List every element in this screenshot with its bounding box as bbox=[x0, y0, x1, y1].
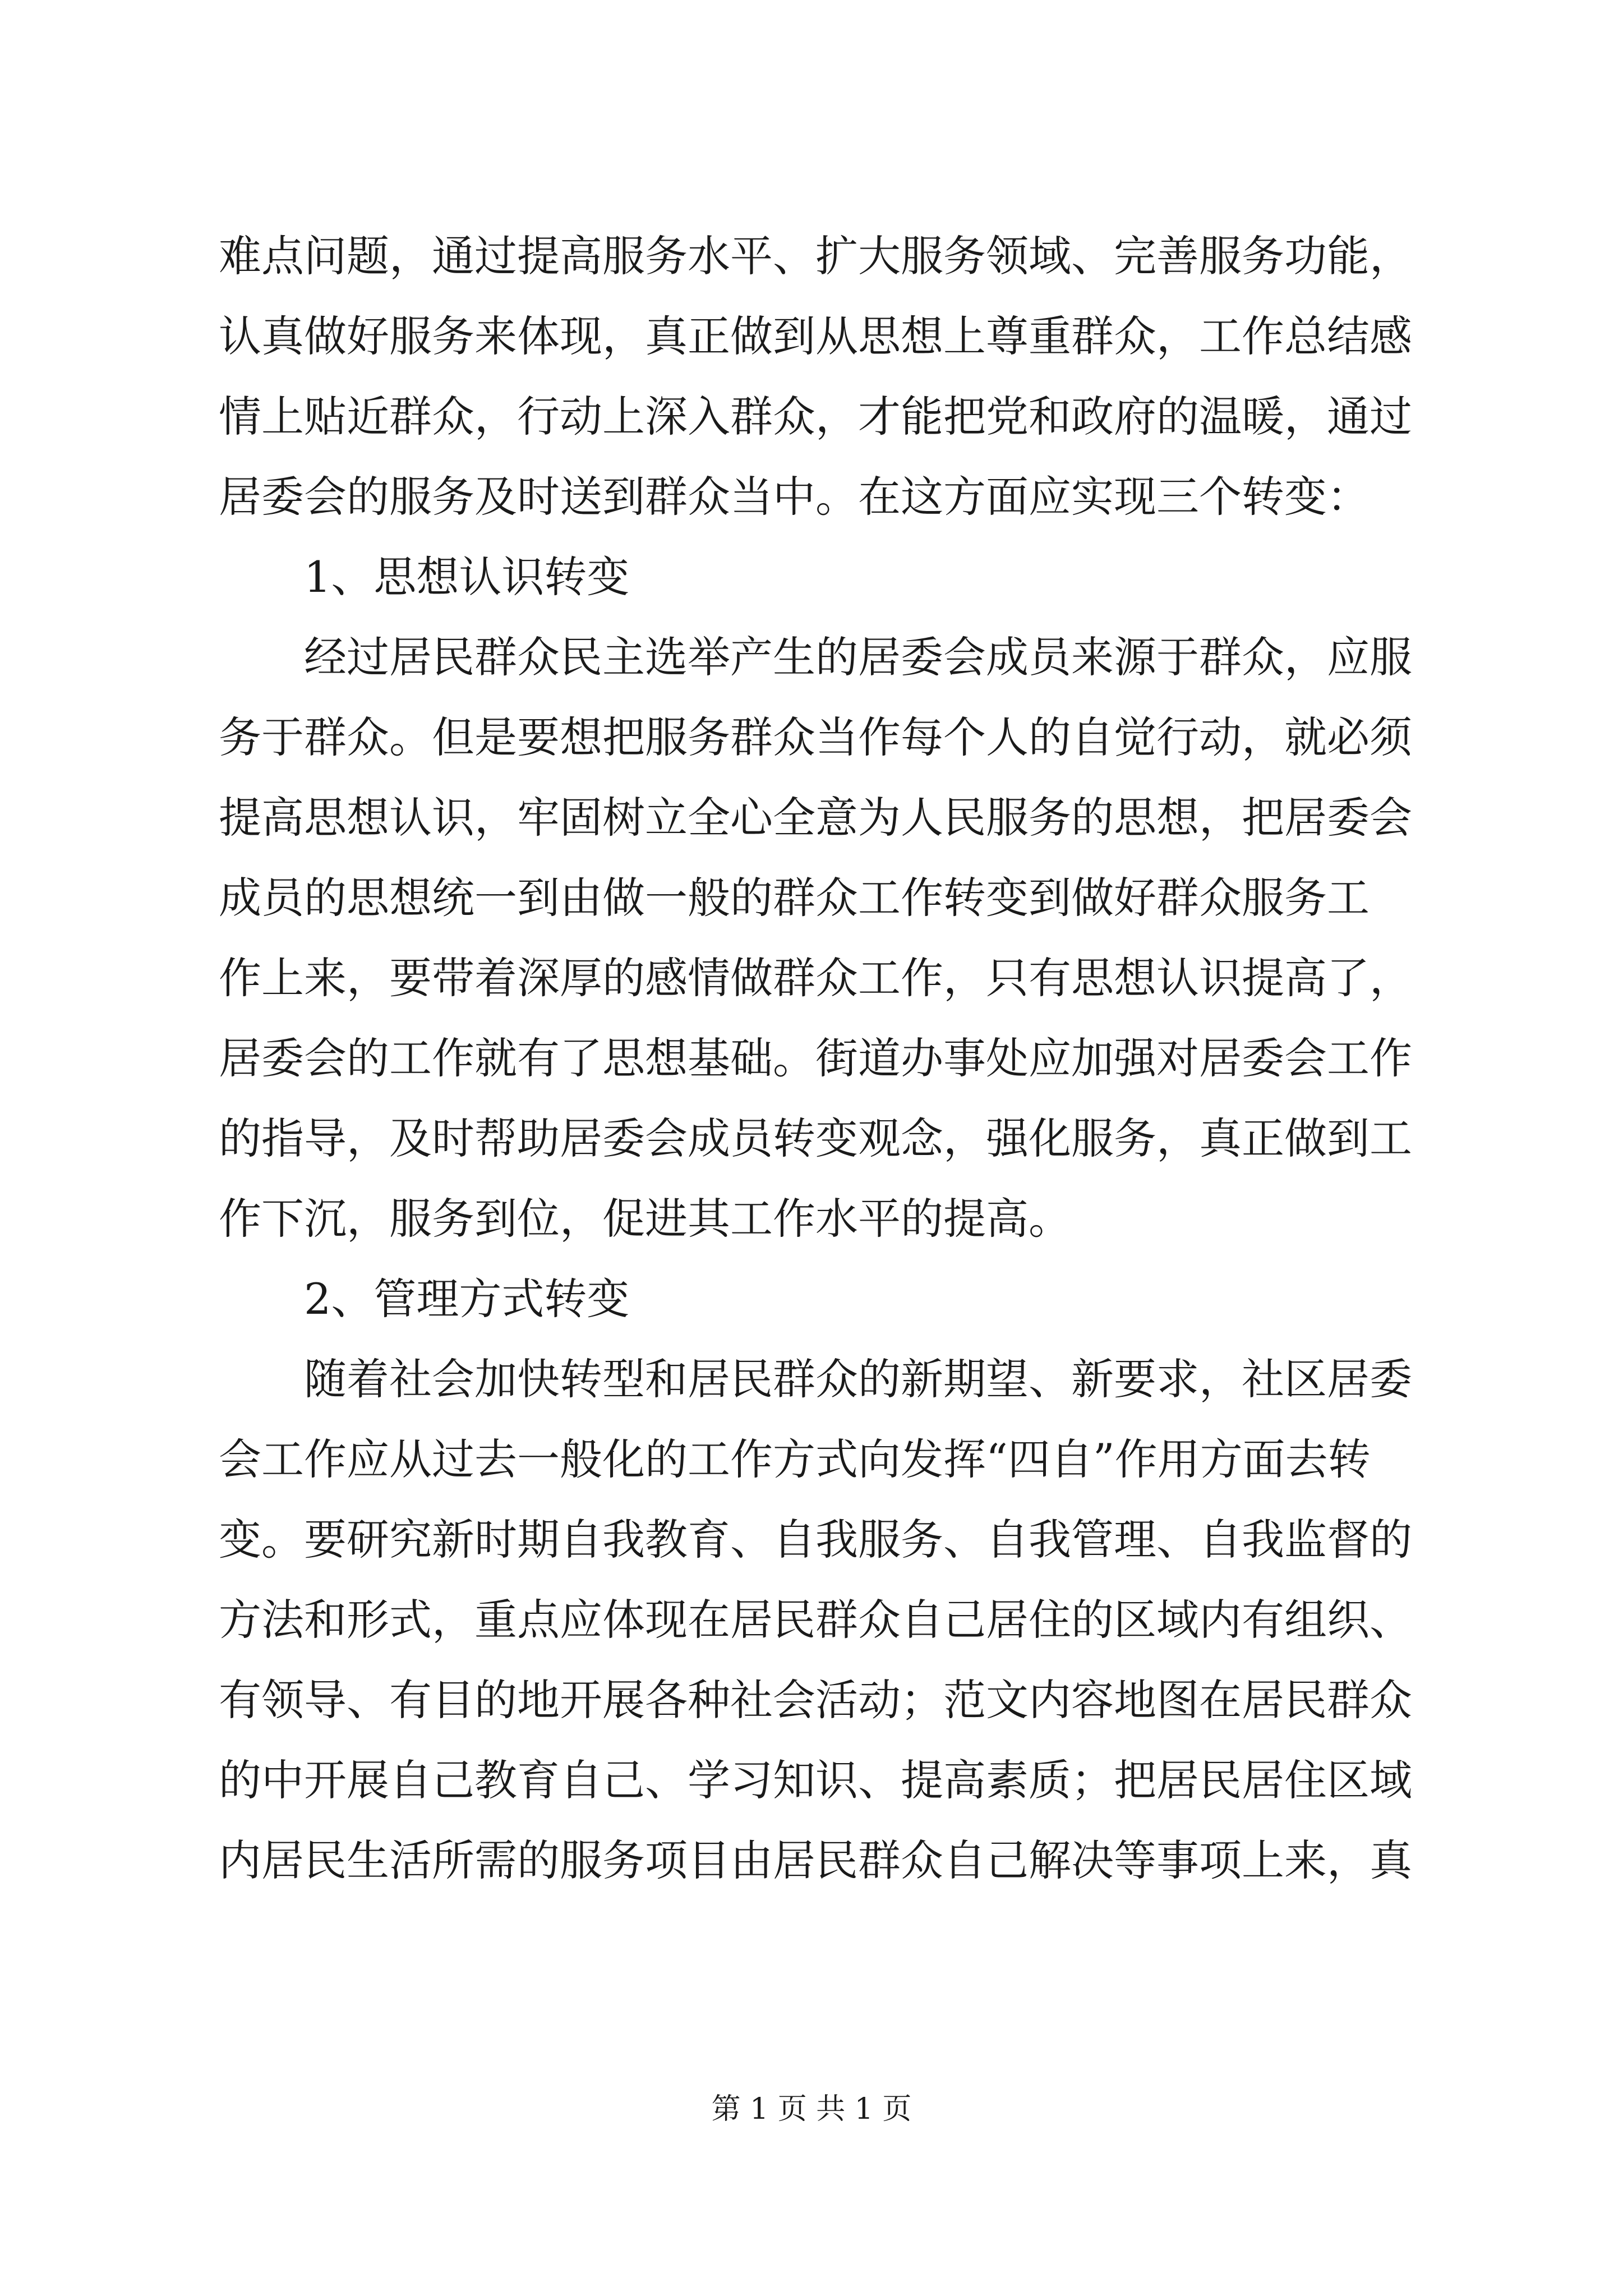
paragraph-line: 随着社会加快转型和居民群众的新期望、新要求，社区居委 bbox=[304, 1354, 1412, 1404]
paragraph-line: 会工作应从过去一般化的工作方式向发挥“四自”作用方面去转 bbox=[219, 1434, 1371, 1484]
paragraph-line: 居委会的工作就有了思想基础。街道办事处应加强对居委会工作 bbox=[219, 1033, 1412, 1083]
paragraph-line: 有领导、有目的地开展各种社会活动；范文内容地图在居民群众 bbox=[219, 1675, 1412, 1725]
section-heading: 1、思想认识转变 bbox=[304, 552, 630, 602]
paragraph-line: 方法和形式，重点应体现在居民群众自己居住的区域内有组织、 bbox=[219, 1595, 1412, 1645]
paragraph-line: 作下沉，服务到位，促进其工作水平的提高。 bbox=[219, 1194, 1071, 1244]
paragraph-line: 难点问题，通过提高服务水平、扩大服务领域、完善服务功能， bbox=[219, 231, 1412, 281]
paragraph-line: 内居民生活所需的服务项目由居民群众自己解决等事项上来，真 bbox=[219, 1835, 1412, 1885]
paragraph-line: 居委会的服务及时送到群众当中。在这方面应实现三个转变： bbox=[219, 472, 1370, 522]
document-body bbox=[219, 216, 1424, 1901]
paragraph-line: 变。要研究新时期自我教育、自我服务、自我管理、自我监督的 bbox=[219, 1515, 1412, 1565]
paragraph-line: 务于群众。但是要想把服务群众当作每个人的自觉行动，就必须 bbox=[219, 712, 1412, 762]
page-number-footer: 第 1 页 共 1 页 bbox=[711, 2092, 912, 2126]
section-heading: 2、管理方式转变 bbox=[304, 1274, 630, 1324]
paragraph-line: 成员的思想统一到由做一般的群众工作转变到做好群众服务工 bbox=[219, 873, 1370, 923]
paragraph-line: 认真做好服务来体现，真正做到从思想上尊重群众，工作总结感 bbox=[219, 311, 1412, 361]
paragraph-line: 经过居民群众民主选举产生的居委会成员来源于群众，应服 bbox=[304, 632, 1412, 682]
paragraph-line: 情上贴近群众，行动上深入群众，才能把党和政府的温暖，通过 bbox=[219, 392, 1412, 441]
paragraph-line: 作上来，要带着深厚的感情做群众工作，只有思想认识提高了， bbox=[219, 953, 1412, 1003]
paragraph-line: 的中开展自己教育自己、学习知识、提高素质；把居民居住区域 bbox=[219, 1755, 1412, 1805]
paragraph-line: 的指导，及时帮助居委会成员转变观念，强化服务，真正做到工 bbox=[219, 1114, 1412, 1163]
paragraph-line: 提高思想认识，牢固树立全心全意为人民服务的思想，把居委会 bbox=[219, 793, 1412, 843]
